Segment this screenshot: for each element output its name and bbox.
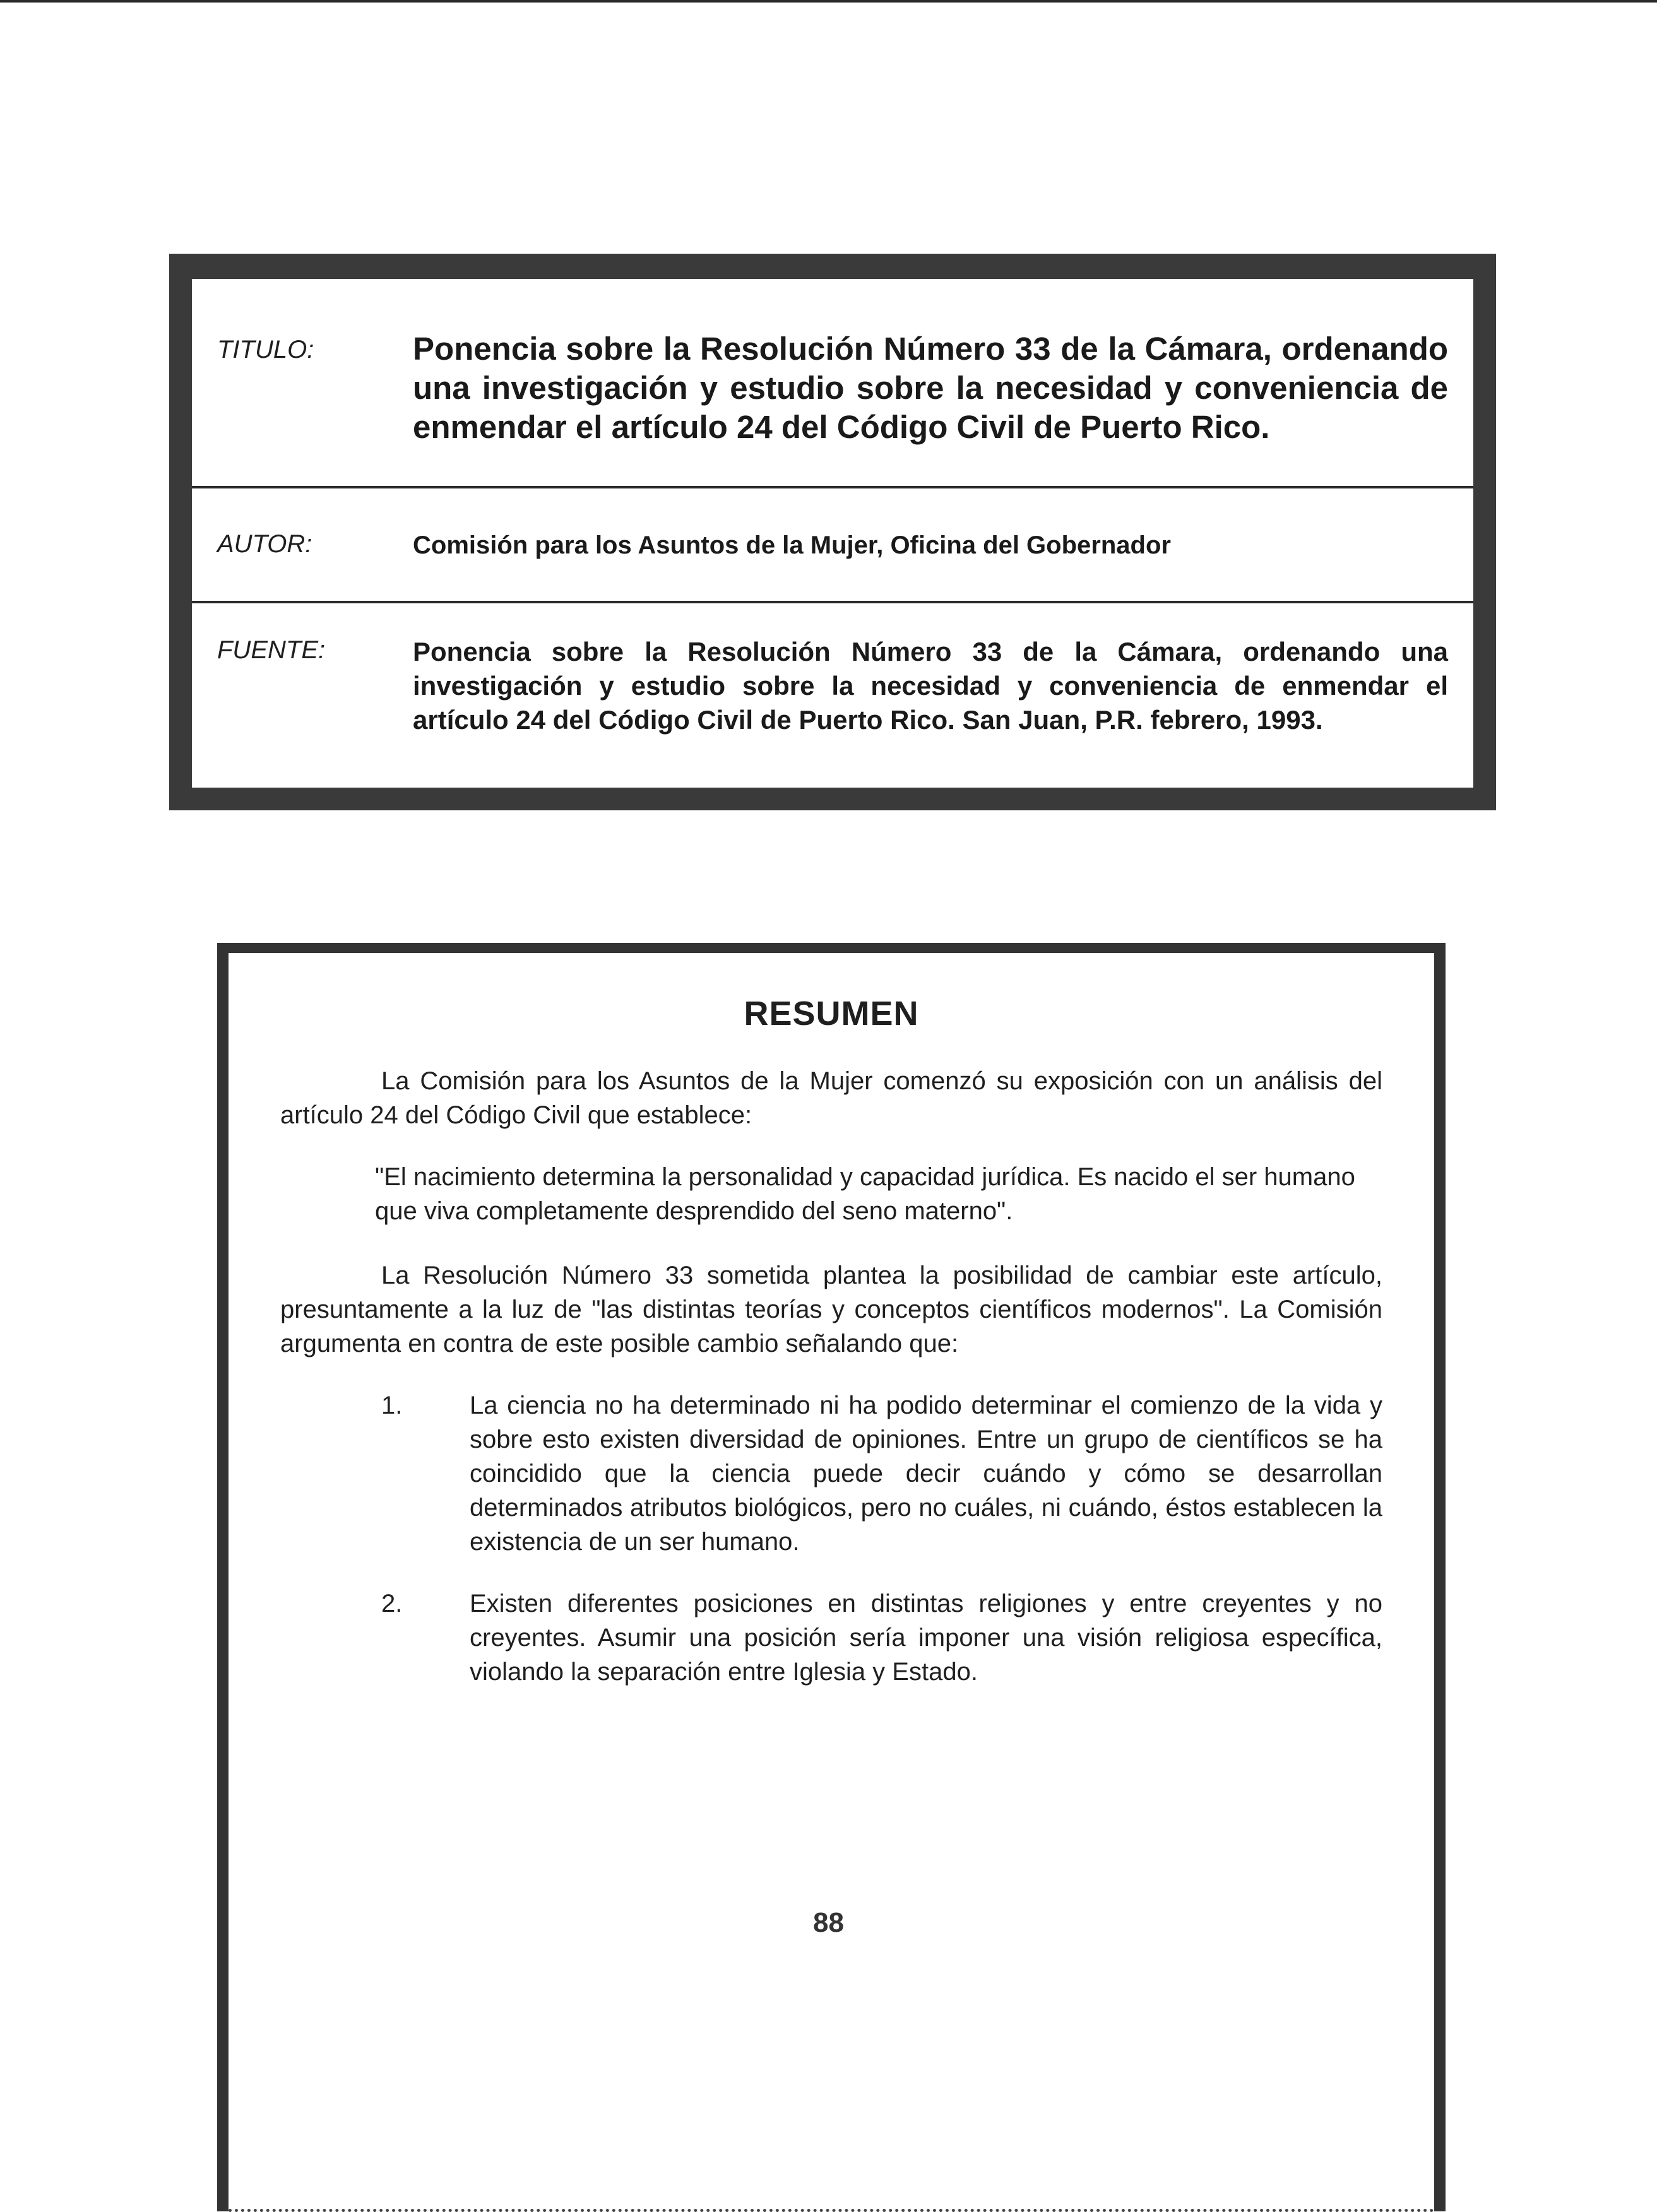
metadata-box (169, 254, 1496, 810)
titulo-row (192, 279, 1473, 486)
autor-row (192, 488, 1473, 601)
list-item-number: 2. (381, 1590, 403, 1618)
resumen-paragraph-2: La Resolución Número 33 sometida plantea la posibilidad de cambiar este artículo, presuntamente a la luz de "las distintas teorías y conceptos científicos modernos". La Comisión argumenta en contra de este posible cambio señalando que: (280, 1262, 1382, 1357)
article-quote: "El nacimiento determina la personalidad y capacidad jurídica. Es nacido el ser humano que viva completamente desprendido del seno materno". (375, 1163, 1355, 1225)
resumen-border-right (1434, 943, 1446, 2211)
list-item (280, 1587, 1382, 1689)
autor-value: Comisión para los Asuntos de la Mujer, Oficina del Gobernador (413, 531, 1171, 559)
resumen-box (217, 943, 1446, 2205)
list-item-number: 1. (381, 1392, 403, 1419)
top-rule (0, 0, 1657, 3)
fuente-row (192, 603, 1473, 788)
metadata-inner (192, 279, 1473, 788)
resumen-border-top (217, 943, 1446, 953)
list-item (280, 1388, 1382, 1559)
fuente-label: FUENTE: (217, 636, 326, 664)
list-item-text: Existen diferentes posiciones en distintas religiones y entre creyentes y no creyentes. Asumir una posición sería imponer una visión religiosa específica, violando la separación entre Iglesia y Estado. (470, 1590, 1382, 1686)
titulo-label: TITULO: (217, 336, 314, 364)
resumen-content (280, 993, 1382, 1717)
resumen-border-left (217, 943, 229, 2211)
resumen-title: RESUMEN (744, 995, 919, 1032)
list-item-text: La ciencia no ha determinado ni ha podido determinar el comienzo de la vida y sobre esto existen diversidad de opiniones. Entre un grupo de científicos se ha coincidido que la ciencia puede decir cuándo y cómo se desarrollan determinados atributos biológicos, pero no cuáles, ni cuándo, éstos establecen la existencia de un ser humano. (470, 1392, 1382, 1556)
autor-label: AUTOR: (217, 530, 312, 558)
titulo-value: Ponencia sobre la Resolución Número 33 de la Cámara, ordenando una investigación y estudio sobre la necesidad y conveniencia de enmendar el artículo 24 del Código Civil de Puerto Rico. (413, 331, 1448, 445)
resumen-border-bottom-dotted (229, 2209, 1434, 2212)
resumen-paragraph-1: La Comisión para los Asuntos de la Mujer comenzó su exposición con un análisis del artículo 24 del Código Civil que establece: (280, 1067, 1382, 1129)
page-number: 88 (813, 1907, 844, 1938)
fuente-value: Ponencia sobre la Resolución Número 33 de la Cámara, ordenando una investigación y estudio sobre la necesidad y conveniencia de enmendar el artículo 24 del Código Civil de Puerto Rico. San Juan, P.R. febrero, 1993. (413, 637, 1448, 735)
